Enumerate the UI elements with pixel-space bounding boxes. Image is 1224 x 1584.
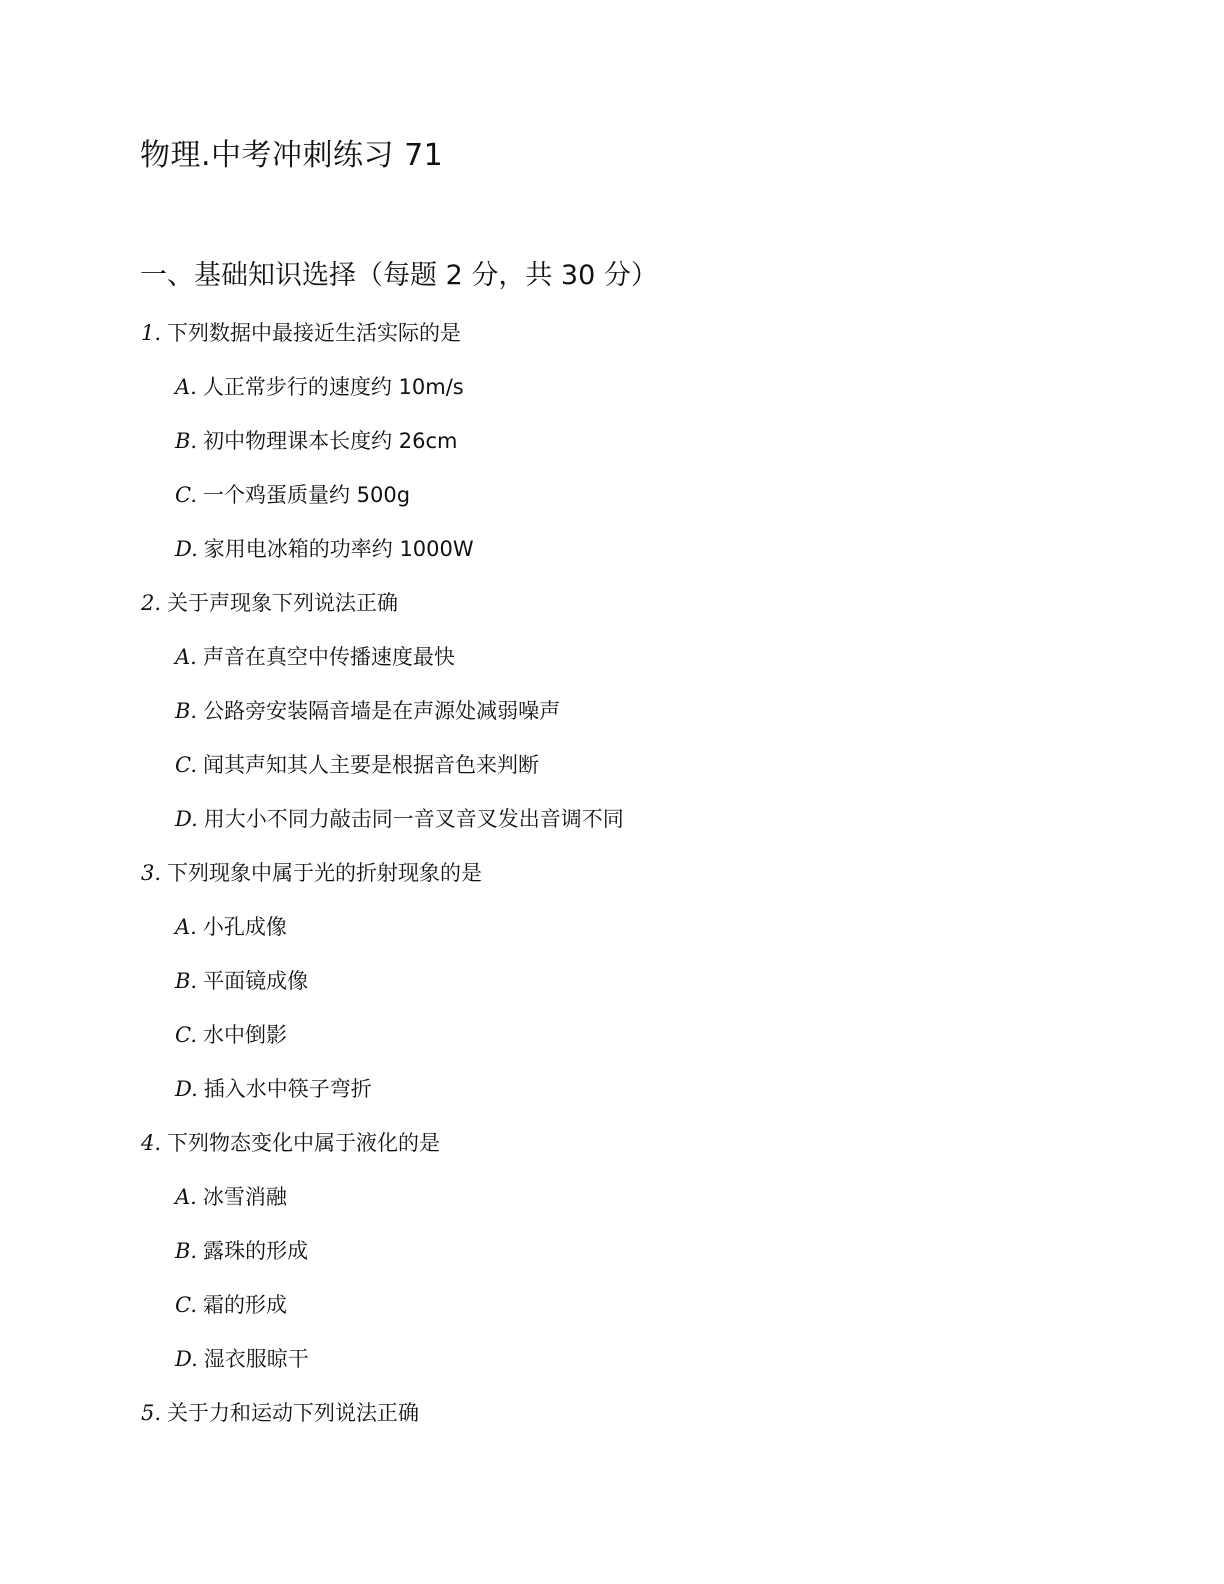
option-letter: C. [175,753,197,777]
option-text: 水中倒影 [203,1023,287,1047]
option-text: 冰雪消融 [202,1185,287,1209]
question-text: 下列数据中最接近生活实际的是 [167,321,462,345]
question-number: 2. [141,591,162,615]
option-letter: D. [175,537,198,561]
option-text: 人正常步行的速度约 10m/s [202,375,464,399]
question-text: 关于声现象下列说法正确 [167,591,399,615]
question-number: 5. [141,1401,162,1425]
option-letter: D. [175,1347,198,1371]
option-text: 小孔成像 [202,915,287,939]
option-text: 露珠的形成 [203,1239,309,1263]
option-letter: C. [175,1023,197,1047]
option-text: 初中物理课本长度约 26cm [203,429,458,453]
question-4-option-c [175,1290,287,1320]
option-text: 公路旁安装隔音墙是在声源处减弱噪声 [203,699,561,723]
question-text: 下列物态变化中属于液化的是 [167,1131,441,1155]
question-2-option-c [175,750,539,780]
option-text: 插入水中筷子弯折 [203,1077,372,1101]
option-letter: D. [175,1077,198,1101]
option-letter: A. [175,1185,197,1209]
question-3-option-b [175,966,308,996]
option-text: 家用电冰箱的功率约 1000W [203,537,474,561]
question-1 [141,318,461,348]
option-letter: B. [175,1239,198,1263]
option-letter: B. [175,969,198,993]
option-letter: A. [175,645,197,669]
question-2 [141,588,398,618]
question-1-option-b [175,426,458,456]
question-2-option-b [175,696,560,726]
option-text: 声音在真空中传播速度最快 [202,645,455,669]
question-number: 1. [141,321,162,345]
question-3 [141,858,482,888]
option-letter: A. [175,375,197,399]
option-text: 一个鸡蛋质量约 500g [203,483,411,507]
option-letter: B. [175,429,198,453]
question-3-option-d [175,1074,372,1104]
option-text: 用大小不同力敲击同一音叉音叉发出音调不同 [203,807,624,831]
document-title: 物理.中考冲刺练习 71 [140,138,444,173]
option-letter: B. [175,699,198,723]
question-4-option-b [175,1236,308,1266]
question-1-option-d [175,534,474,564]
question-2-option-a [175,642,455,672]
question-text: 关于力和运动下列说法正确 [167,1401,420,1425]
option-text: 湿衣服晾干 [203,1347,309,1371]
option-letter: C. [175,483,197,507]
question-4-option-d [175,1344,309,1374]
option-text: 平面镜成像 [203,969,309,993]
question-2-option-d [175,804,624,834]
option-letter: A. [175,915,197,939]
question-number: 4. [141,1131,162,1155]
question-5 [141,1398,419,1428]
question-text: 下列现象中属于光的折射现象的是 [167,861,483,885]
question-1-option-c [175,480,410,510]
option-letter: C. [175,1293,197,1317]
option-letter: D. [175,807,198,831]
option-text: 闻其声知其人主要是根据音色来判断 [203,753,539,777]
question-number: 3. [141,861,162,885]
question-3-option-c [175,1020,287,1050]
question-3-option-a [175,912,287,942]
question-4 [141,1128,440,1158]
question-1-option-a [175,372,464,402]
question-4-option-a [175,1182,287,1212]
section-heading: 一、基础知识选择（每题 2 分，共 30 分） [140,260,658,291]
option-text: 霜的形成 [203,1293,287,1317]
